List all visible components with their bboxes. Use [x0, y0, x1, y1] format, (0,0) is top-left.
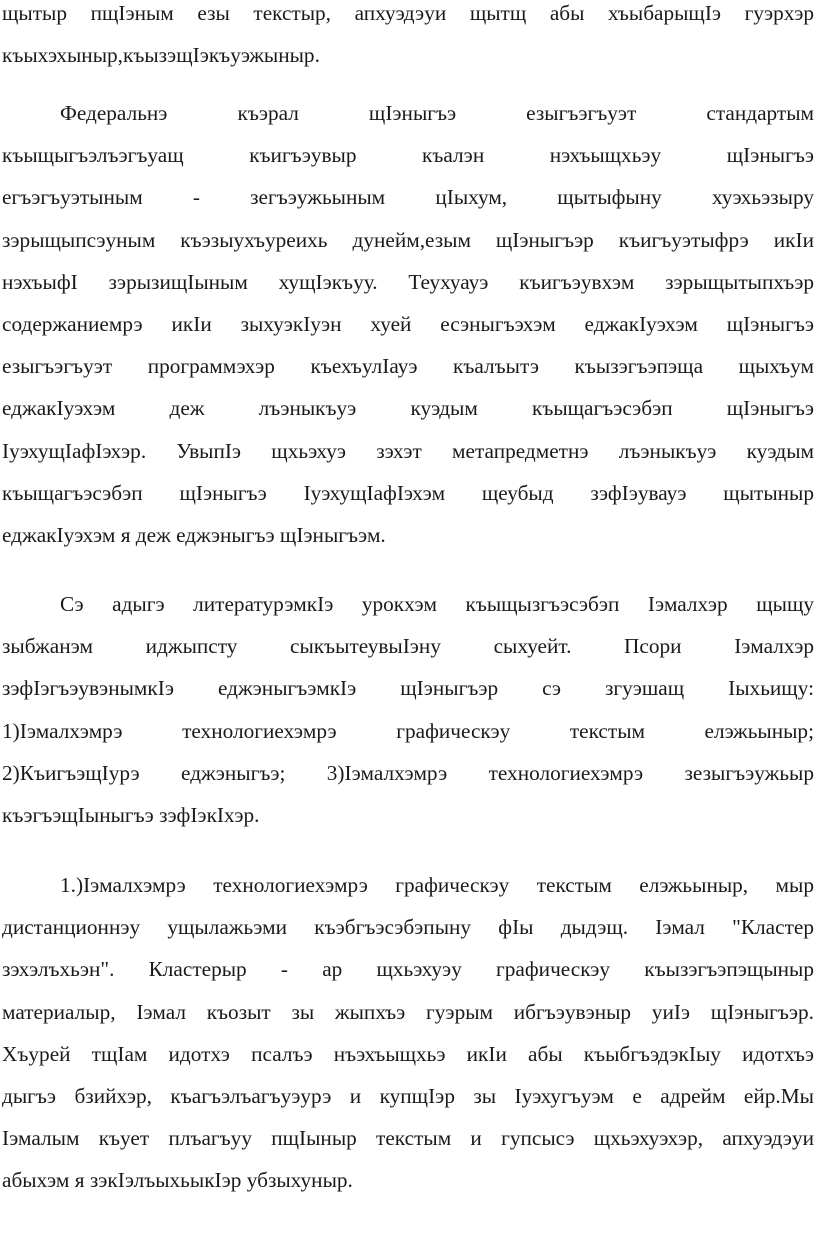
paragraph-line: зэхэлъхьэн". Кластерыр - ар щхьэхуэу графическэу къызэгъэпэщыныр — [2, 957, 814, 982]
paragraph-line: Хъурей тщIам идотхэ псалъэ нъэхъыщхьэ икIи абы къыбгъэдэкIыу идотхъэ — [2, 1041, 814, 1066]
paragraph-line: зэфIэгъэувэнымкIэ еджэныгъэмкIэ щIэныгъэр сэ згуэшащ Iыхьищу: — [2, 676, 814, 701]
paragraph-line: 2)КъигъэщIурэ еджэныгъэ; 3)Iэмалхэмрэ технологиехэмрэ зезыгъэужьыр — [2, 760, 814, 785]
paragraph-line: абыхэм я зэкIэлъыхьыкIэр убзыхуныр. — [2, 1168, 353, 1193]
paragraph-line: 1)Iэмалхэмрэ технологиехэмрэ графическэу текстым елэжьыныр; — [2, 718, 814, 743]
paragraph-line: зыбжанэм иджыпсту сыкъытеувыIэну сыхуейт. Псори Iэмалхэр — [2, 634, 814, 659]
paragraph-line: егъэгъуэтыным - зегъэужьыным цIыхум, щытыфыну хуэхьэзыру — [2, 185, 814, 210]
paragraph-4 — [2, 864, 814, 1202]
paragraph-line: Федеральнэ къэрал щIэныгъэ езыгъэгъуэт стандартым — [60, 101, 814, 125]
paragraph-line: езыгъэгъуэт программэхэр къехъулIауэ къалъытэ къызэгъэпэща щыхъум — [2, 354, 814, 379]
paragraph-line: щытыр пщIэным езы текстыр, апхуэдэуи щытщ абы хъыбарыщIэ гуэрхэр — [2, 1, 814, 25]
paragraph-2 — [2, 92, 814, 556]
paragraph-line: къыщагъэсэбэп щIэныгъэ IуэхущIафIэхэм щеубыд зэфIэувауэ щытыныр — [2, 480, 814, 505]
paragraph-line: материалыр, Iэмал къозыт зы жыпхъэ гуэрым ибгъэувэныр уиIэ щIэныгъэр. — [2, 999, 814, 1024]
paragraph-line: нэхъыфI зэрызищIыным хущIэкъуу. Теухуауэ къигъэувхэм зэрыщытыпхъэр — [2, 269, 814, 294]
paragraph-line: еджакIуэхэм деж лъэныкъуэ куэдым къыщагъэсэбэп щIэныгъэ — [2, 396, 814, 421]
paragraph-1 — [2, 0, 814, 84]
paragraph-line: дистанционнэу ущылажьэми къэбгъэсэбэпыну фIы дыдэщ. Iэмал "Кластер — [2, 915, 814, 940]
paragraph-line: къэгъэщIыныгъэ зэфIэкIхэр. — [2, 803, 260, 828]
paragraph-3 — [2, 583, 814, 836]
paragraph-line: дыгъэ бзийхэр, къагъэлъагъуэурэ и купщIэр зы Iуэхугъуэм е адрейм ейр.Мы — [2, 1084, 814, 1109]
paragraph-line: 1.)Iэмалхэмрэ технологиехэмрэ графическэу текстым елэжьыныр, мыр — [60, 873, 814, 897]
paragraph-line: зэрыщыпсэуным къэзыухъуреихь дунейм,езым щIэныгъэр къигъуэтыфрэ икIи — [2, 227, 814, 252]
paragraph-line: содержаниемрэ икIи зыхуэкIуэн хуей есэныгъэхэм еджакIуэхэм щIэныгъэ — [2, 312, 814, 337]
paragraph-line: къыщыгъэлъэгъуащ къигъэувыр къалэн нэхъыщхьэу щIэныгъэ — [2, 143, 814, 168]
paragraph-line: Сэ адыгэ литературэмкIэ урокхэм къыщызгъэсэбэп Iэмалхэр щыщу — [60, 592, 814, 616]
paragraph-line: къыхэхыныр,къызэщIэкъуэжыныр. — [2, 43, 320, 68]
paragraph-line: Iэмалым къует плъагъуу пщIыныр текстым и гупсысэ щхьэхуэхэр, апхуэдэуи — [2, 1126, 814, 1151]
paragraph-line: IуэхущIафIэхэр. УвыпIэ щхьэхуэ зэхэт метапредметнэ лъэныкъуэ куэдым — [2, 438, 814, 463]
paragraph-line: еджакIуэхэм я деж еджэныгъэ щIэныгъэм. — [2, 523, 386, 548]
